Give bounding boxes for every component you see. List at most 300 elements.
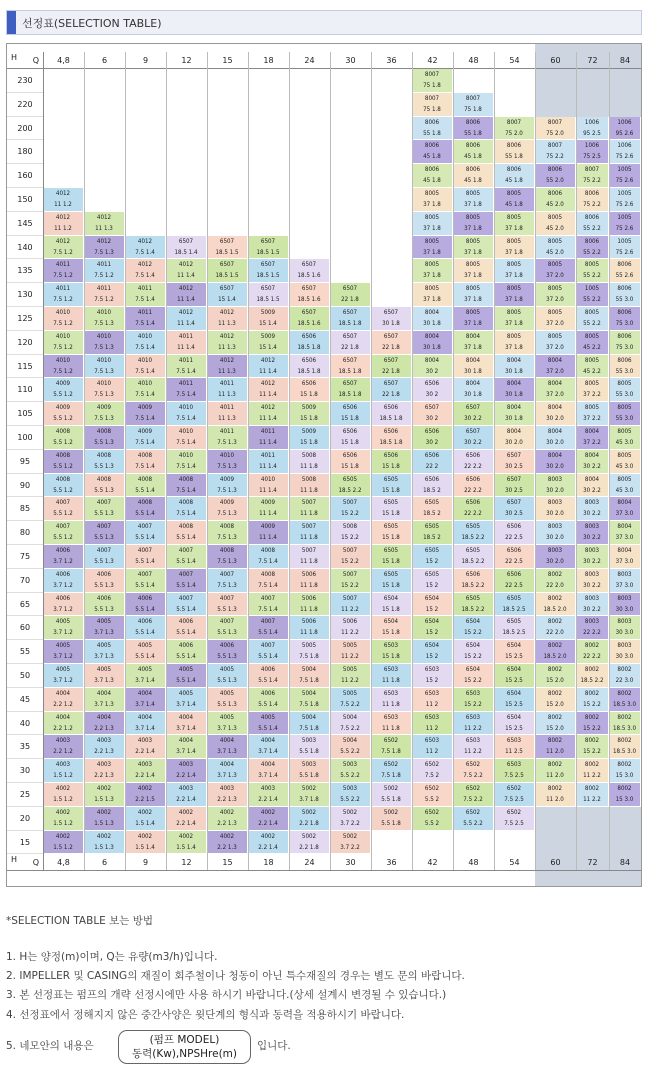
h-value: 110 (17, 385, 33, 395)
pump-cell: 6506 15 1.8 (371, 450, 412, 474)
pump-cell: 4003 2.2 1.2 (43, 735, 84, 759)
pump-cell: 4009 11 1.4 (248, 497, 289, 521)
pump-cell: 5007 11 1.8 (289, 545, 330, 569)
pump-cell: 6504 15 2.5 (494, 664, 535, 688)
pump-cell: 6506 30 2 (412, 378, 453, 402)
q-header-bottom-q: 36 (386, 858, 397, 868)
col-rule (609, 52, 610, 871)
h-value: 105 (17, 409, 33, 419)
pump-cell: 4011 7.5 1.2 (84, 259, 125, 283)
pump-cell: 4002 1.5 1.3 (84, 807, 125, 831)
pump-cell: 4010 7.5 1.3 (207, 450, 248, 474)
pump-cell: 4011 7.5 1.4 (125, 307, 166, 331)
col-rule (494, 52, 495, 871)
pump-cell: 6502 7.5 2.5 (494, 783, 535, 807)
h-value: 200 (17, 123, 33, 133)
pump-cell: 4006 5.5 1.3 (84, 569, 125, 593)
pump-cell: 6507 18.5 1.5 (248, 259, 289, 283)
h-value: 90 (19, 480, 31, 490)
pump-cell: 4005 3.7 1.4 (166, 688, 207, 712)
pump-cell: 8003 30 2.0 (535, 521, 576, 545)
pump-cell: 8006 45 1.8 (453, 140, 494, 164)
pump-cell: 6506 18.5 1.8 (289, 355, 330, 379)
pump-cell: 4004 3.7 1.4 (248, 735, 289, 759)
pump-cell: 4004 3.7 1.4 (166, 712, 207, 736)
pump-cell: 8007 75 2.0 (494, 117, 535, 141)
pump-cell: 8002 11 2.2 (576, 783, 609, 807)
pump-cell: 5007 11 2.2 (330, 593, 371, 617)
pump-cell: 6506 18.5 1.8 (289, 331, 330, 355)
pump-cell: 4011 7.5 1.2 (43, 283, 84, 307)
pump-cell: 8006 55 1.8 (412, 117, 453, 141)
pump-cell: 4007 7.5 1.3 (207, 569, 248, 593)
pump-cell: 4011 7.5 1.3 (207, 426, 248, 450)
pump-cell: 4011 11 1.4 (248, 450, 289, 474)
pump-cell: 6506 15 1.8 (330, 450, 371, 474)
pump-cell: 8003 30 2.0 (535, 497, 576, 521)
pump-cell: 4006 5.5 1.3 (207, 640, 248, 664)
pump-cell: 8005 37 2.2 (576, 402, 609, 426)
pump-cell: 4012 7.5 1.4 (125, 236, 166, 260)
pump-cell: 5006 11 1.8 (289, 569, 330, 593)
pump-cell: 4012 11 1.2 (43, 212, 84, 236)
pump-cell: 4006 5.5 1.4 (248, 688, 289, 712)
pump-cell: 8003 30 2.2 (576, 521, 609, 545)
pump-cell: 8005 37 1.8 (453, 236, 494, 260)
pump-cell: 8003 30 2.2 (576, 497, 609, 521)
q-header-bottom-q: 6 (101, 858, 108, 868)
pump-cell: 6505 18.5 2.2 (453, 545, 494, 569)
pump-cell: 4003 2.2 1.3 (84, 735, 125, 759)
pump-cell: 5004 7.5 1.8 (289, 712, 330, 736)
q-header-top-q: 4,8 (57, 56, 70, 65)
pump-cell: 8002 18.5 3.0 (609, 688, 641, 712)
pump-cell: 8003 30 3.0 (609, 640, 641, 664)
note-item: 3. 본 선정표는 펌프의 개략 선정시에만 사용 하시기 바랍니다.(상세 설계시 변경될 수 있습니다.) (6, 989, 447, 1001)
pump-cell: 8002 11 2.0 (535, 735, 576, 759)
pump-cell: 4011 7.5 1.2 (43, 259, 84, 283)
pump-cell: 6507 18.5 1.4 (166, 236, 207, 260)
pump-cell: 4002 2.2 1.4 (166, 807, 207, 831)
pump-cell: 4008 5.5 1.2 (43, 450, 84, 474)
pump-cell: 8005 37 1.8 (453, 307, 494, 331)
pump-cell: 8006 45 1.8 (494, 164, 535, 188)
col-rule (289, 52, 290, 871)
pump-cell: 5006 11 1.8 (289, 616, 330, 640)
pump-cell: 6507 30 1.8 (371, 307, 412, 331)
pump-cell: 6507 18.5 1.5 (248, 283, 289, 307)
pump-cell: 4002 1.5 1.3 (84, 831, 125, 855)
pump-cell: 4002 2.2 1.3 (207, 831, 248, 855)
pump-cell: 8002 15 2.0 (535, 712, 576, 736)
q-header-bottom-q: 18 (263, 858, 274, 868)
pump-cell: 6504 15 2.2 (453, 640, 494, 664)
pump-cell: 4008 7.5 1.3 (207, 521, 248, 545)
pump-cell: 8005 45 1.8 (494, 188, 535, 212)
pump-cell: 8004 30 2 (412, 355, 453, 379)
pump-cell: 8002 15 2.2 (576, 735, 609, 759)
q-header-bottom-q: 24 (304, 858, 315, 868)
pump-cell: 5005 11 2.2 (330, 640, 371, 664)
pump-cell: 8003 30 3.0 (609, 616, 641, 640)
pump-cell: 8005 55 2.2 (576, 259, 609, 283)
pump-cell: 4012 11 1.4 (248, 378, 289, 402)
q-header-bottom-q: 12 (181, 858, 192, 868)
pump-cell: 6502 7.5 2.2 (453, 759, 494, 783)
pump-cell: 6503 11 2 (412, 688, 453, 712)
col-rule (371, 52, 372, 871)
col-rule (207, 52, 208, 871)
pump-cell: 6504 15 2.5 (494, 688, 535, 712)
pump-cell: 4004 3.7 1.4 (248, 759, 289, 783)
pump-cell: 6503 7.5 2.5 (494, 759, 535, 783)
pump-cell: 4002 1.5 1.4 (166, 831, 207, 855)
note-item: 4. 선정표에서 정해지지 않은 중간사양은 윗단계의 형식과 동력을 적용하시기 바랍니다. (6, 1009, 405, 1021)
pump-cell: 4005 3.7 1.2 (43, 616, 84, 640)
pump-cell: 8005 37 1.8 (453, 283, 494, 307)
h-value: 80 (19, 528, 31, 538)
pump-cell: 8005 37 1.8 (494, 259, 535, 283)
pump-cell: 4006 3.7 1.2 (43, 545, 84, 569)
pump-cell: 8005 45 3.0 (609, 474, 641, 498)
pump-cell: 6507 30 2.2 (453, 402, 494, 426)
pump-cell: 1006 75 2.5 (576, 140, 609, 164)
h-value: 35 (19, 742, 31, 752)
pump-cell: 4005 3.7 1.2 (43, 640, 84, 664)
pump-cell: 4004 3.7 1.3 (207, 735, 248, 759)
pump-cell: 4010 7.5 1.3 (84, 378, 125, 402)
h-value: 140 (17, 242, 33, 252)
pump-cell: 4011 7.5 1.4 (166, 355, 207, 379)
pump-cell: 8007 75 2.2 (576, 164, 609, 188)
pump-cell: 6502 7.5 1.8 (371, 735, 412, 759)
pump-cell: 4010 7.5 1.2 (43, 307, 84, 331)
pump-cell: 4010 7.5 1.4 (125, 331, 166, 355)
pump-cell: 8004 30 2.2 (576, 450, 609, 474)
pump-cell: 6506 18.5 2.2 (453, 569, 494, 593)
pump-cell: 8005 37 2.0 (535, 307, 576, 331)
pump-cell: 4009 7.5 1.3 (84, 402, 125, 426)
h-value: 180 (17, 147, 33, 157)
pump-cell: 4009 7.5 1.4 (125, 402, 166, 426)
pump-cell: 1005 75 2.6 (609, 164, 641, 188)
pump-cell: 6506 22 2 (412, 450, 453, 474)
pump-cell: 8005 37 1.8 (453, 212, 494, 236)
pump-cell: 4011 11 1.4 (248, 426, 289, 450)
pump-cell: 6506 22 2.2 (453, 450, 494, 474)
pump-cell: 6507 30 2 (412, 402, 453, 426)
pump-cell: 5003 5.5 1.8 (289, 759, 330, 783)
pump-cell: 4002 1.5 1.2 (43, 783, 84, 807)
pump-cell: 4007 5.5 1.2 (43, 497, 84, 521)
h-value: 40 (19, 718, 31, 728)
pump-cell: 8006 55 2.2 (576, 212, 609, 236)
h-value: 85 (19, 504, 31, 514)
q-header-top-q: 30 (345, 56, 356, 65)
pump-cell: 4011 11 1.3 (207, 402, 248, 426)
pump-cell: 4002 1.5 1.4 (125, 807, 166, 831)
h-value: 220 (17, 99, 33, 109)
pump-cell: 4008 5.5 1.3 (84, 450, 125, 474)
h-value: 130 (17, 290, 33, 300)
pump-cell: 4004 3.7 1.4 (166, 735, 207, 759)
pump-cell: 8006 75 3.0 (609, 331, 641, 355)
pump-cell: 4002 2.2 1.3 (207, 807, 248, 831)
pump-cell: 4011 7.5 1.2 (84, 283, 125, 307)
pump-cell: 8006 75 2.2 (576, 188, 609, 212)
pump-cell: 4012 11 1.3 (207, 355, 248, 379)
pump-cell: 6507 22 1.8 (330, 283, 371, 307)
pump-cell: 8002 11 2.0 (535, 783, 576, 807)
pump-cell: 4003 2.2 1.3 (207, 783, 248, 807)
pump-cell: 8004 30 1.8 (453, 355, 494, 379)
h-value: 95 (19, 456, 31, 466)
pump-cell: 5007 15 2.2 (330, 569, 371, 593)
pump-cell: 4007 5.5 1.4 (166, 569, 207, 593)
pump-cell: 8003 30 2.2 (576, 593, 609, 617)
pump-cell: 8002 22 2.0 (535, 569, 576, 593)
pump-cell: 6505 18.5 2.2 (453, 521, 494, 545)
pump-cell: 6507 22 1.8 (330, 331, 371, 355)
pump-cell: 6502 7.5 1.8 (371, 759, 412, 783)
pump-cell: 4010 7.5 1.3 (84, 307, 125, 331)
pump-cell: 4009 5.5 1.2 (43, 378, 84, 402)
pump-cell: 6504 15 2.5 (494, 712, 535, 736)
pump-cell: 6505 18.5 2.5 (494, 616, 535, 640)
pump-cell: 6503 11 2.5 (494, 735, 535, 759)
q-header-top-rule (7, 68, 642, 69)
pump-cell: 8006 55 1.8 (453, 117, 494, 141)
pump-cell: 8002 18.5 3.0 (609, 735, 641, 759)
col-rule (84, 52, 85, 871)
q-header-top-q: 6 (101, 56, 108, 65)
pump-cell: 6504 15 1.8 (371, 593, 412, 617)
pump-cell: 8004 30 1.8 (494, 355, 535, 379)
pump-cell: 6507 22 1.8 (371, 355, 412, 379)
pump-cell: 6503 11 2 (412, 712, 453, 736)
header-accent-bar (7, 11, 16, 34)
pump-cell: 4010 7.5 1.4 (166, 426, 207, 450)
pump-cell: 8002 15 2.2 (576, 712, 609, 736)
pump-cell: 4005 5.5 1.4 (125, 640, 166, 664)
pump-cell: 6503 11 2.2 (453, 712, 494, 736)
pump-cell: 4003 2.2 1.4 (166, 759, 207, 783)
pump-cell: 8007 75 2.2 (535, 140, 576, 164)
pump-cell: 8003 30 2.0 (535, 545, 576, 569)
pump-cell: 6504 15 2 (412, 593, 453, 617)
pump-cell: 6507 30 2.5 (494, 450, 535, 474)
h-value: 120 (17, 337, 33, 347)
pump-cell: 6507 30 2.2 (453, 426, 494, 450)
pump-cell: 4003 2.2 1.4 (125, 735, 166, 759)
q-header-top-q: 54 (509, 56, 520, 65)
pump-cell: 4010 7.5 1.4 (166, 450, 207, 474)
pump-cell: 8006 55 3.0 (609, 355, 641, 379)
pump-cell: 8002 11 2.2 (576, 759, 609, 783)
pump-cell: 4006 5.5 1.4 (166, 640, 207, 664)
pump-cell: 4010 7.5 1.4 (125, 378, 166, 402)
pump-cell: 6503 15 1.8 (371, 640, 412, 664)
pump-cell: 4009 5.5 1.2 (43, 402, 84, 426)
pump-cell: 6507 18.5 1.5 (207, 236, 248, 260)
pump-cell: 4012 11 1.4 (248, 402, 289, 426)
pump-cell: 6507 18.5 1.6 (289, 259, 330, 283)
legend-box (118, 1030, 251, 1064)
pump-cell: 4004 3.7 1.4 (125, 712, 166, 736)
pump-cell: 8002 15 2.0 (535, 688, 576, 712)
pump-cell: 8005 45 3.0 (609, 450, 641, 474)
pump-cell: 4010 7.5 1.2 (43, 331, 84, 355)
pump-cell: 8007 75 1.8 (412, 93, 453, 117)
pump-cell: 5004 7.5 1.8 (289, 664, 330, 688)
pump-cell: 8004 37 2.0 (535, 378, 576, 402)
pump-cell: 8002 22 2.0 (535, 616, 576, 640)
pump-cell: 8005 37 1.8 (412, 259, 453, 283)
pump-cell: 4002 2.2 1.5 (125, 783, 166, 807)
pump-cell: 6506 18.5 1.8 (371, 426, 412, 450)
pump-cell: 6506 15 1.8 (330, 426, 371, 450)
q-header-top-q: 42 (427, 56, 438, 65)
pump-cell: 6507 18.5 1.8 (330, 378, 371, 402)
pump-cell: 6505 18.5 2 (412, 497, 453, 521)
pump-cell: 4010 7.5 1.3 (84, 331, 125, 355)
pump-cell: 4012 11 1.4 (166, 283, 207, 307)
pump-cell: 6502 7.5 2.5 (494, 807, 535, 831)
pump-cell: 8002 18.5 2.0 (535, 593, 576, 617)
pump-cell: 5008 11 1.8 (289, 450, 330, 474)
pump-cell: 8006 55 3.0 (609, 283, 641, 307)
q-header-bottom-q: 4,8 (57, 858, 70, 868)
pump-cell: 4005 5.5 1.3 (207, 688, 248, 712)
pump-cell: 8004 30 2.0 (494, 426, 535, 450)
h-value: 115 (17, 361, 33, 371)
section-header (6, 10, 642, 35)
pump-cell: 5002 2.2 1.8 (289, 831, 330, 855)
pump-cell: 4007 5.5 1.4 (125, 569, 166, 593)
pump-cell: 6507 18.5 1.8 (330, 307, 371, 331)
pump-cell: 4003 2.2 1.4 (166, 783, 207, 807)
pump-cell: 8004 30 1.8 (412, 331, 453, 355)
legend-power: 동력(Kw),NPSHre(m) (131, 1048, 237, 1060)
pump-cell: 5009 15 1.8 (289, 402, 330, 426)
pump-cell: 4003 2.2 1.4 (248, 783, 289, 807)
pump-cell: 6502 5.5 2 (412, 783, 453, 807)
pump-cell: 6502 7.5 2.2 (453, 783, 494, 807)
pump-cell: 4004 3.7 1.3 (84, 688, 125, 712)
pump-cell: 4011 7.5 1.4 (166, 378, 207, 402)
pump-cell: 8004 37 3.0 (609, 497, 641, 521)
q-header-top-q: 15 (222, 56, 233, 65)
pump-cell: 8004 30 1.8 (494, 402, 535, 426)
q-header-bottom-q: 42 (427, 858, 438, 868)
pump-cell: 6503 11 1.8 (371, 664, 412, 688)
h-col-rule (43, 52, 44, 871)
pump-cell: 4007 5.5 1.4 (248, 616, 289, 640)
pump-cell: 6505 15 2 (412, 569, 453, 593)
q-header-top-q: 60 (550, 56, 561, 65)
pump-cell: 4012 11 1.3 (207, 331, 248, 355)
pump-cell: 8005 45 2.0 (535, 236, 576, 260)
pump-cell: 8002 18.5 2.0 (535, 640, 576, 664)
pump-cell: 6505 18.5 2.2 (330, 474, 371, 498)
pump-cell: 8006 45 1.8 (412, 164, 453, 188)
h-value: 150 (17, 195, 33, 204)
pump-cell: 5007 15 2.2 (330, 545, 371, 569)
h-value: 100 (17, 433, 33, 442)
pump-cell: 6506 18.5 1.8 (371, 402, 412, 426)
pump-cell: 4005 3.7 1.3 (207, 712, 248, 736)
pump-cell: 8004 30 1.8 (412, 307, 453, 331)
pump-cell: 6505 15 1.8 (371, 474, 412, 498)
pump-cell: 4012 7.5 1.2 (43, 236, 84, 260)
pump-cell: 4012 11 1.4 (166, 259, 207, 283)
pump-cell: 1005 75 2.6 (609, 236, 641, 260)
pump-cell: 4011 11 1.3 (207, 378, 248, 402)
pump-cell: 4006 5.5 1.4 (125, 593, 166, 617)
q-header-bottom-q: 48 (468, 858, 479, 868)
pump-cell: 5002 3.7 2.2 (330, 807, 371, 831)
pump-cell: 8002 18.5 2.2 (576, 664, 609, 688)
pump-cell: 5003 5.5 1.8 (289, 735, 330, 759)
pump-cell: 6503 11 1.8 (371, 688, 412, 712)
q-header-bottom-q: 9 (142, 858, 149, 868)
pump-cell: 4007 7.5 1.4 (248, 593, 289, 617)
h-value: 15 (19, 837, 31, 847)
pump-cell: 8002 15 2.0 (535, 664, 576, 688)
pump-cell: 4008 5.5 1.3 (84, 474, 125, 498)
pump-cell: 4008 5.5 1.4 (125, 474, 166, 498)
pump-cell: 8005 37 1.8 (494, 283, 535, 307)
pump-cell: 1006 95 2.5 (576, 117, 609, 141)
pump-cell: 6504 15 2.5 (494, 640, 535, 664)
legend-model: (펌프 MODEL) (149, 1034, 220, 1046)
pump-cell: 8002 15 3.0 (609, 759, 641, 783)
pump-cell: 4005 5.5 1.3 (207, 664, 248, 688)
pump-cell: 4007 5.5 1.4 (125, 521, 166, 545)
pump-cell: 4007 5.5 1.3 (84, 521, 125, 545)
pump-cell: 6506 22 2.2 (453, 497, 494, 521)
pump-cell: 5009 15 1.4 (248, 331, 289, 355)
pump-cell: 6507 30 2.5 (494, 474, 535, 498)
h-value: 55 (19, 647, 31, 657)
pump-cell: 8003 30 2.0 (535, 474, 576, 498)
notes-heading: *SELECTION TABLE 보는 방법 (6, 915, 154, 927)
col-rule (453, 52, 454, 871)
pump-cell: 8004 37 3.0 (609, 545, 641, 569)
pump-cell: 8004 30 1.8 (453, 378, 494, 402)
pump-cell: 4008 7.5 1.4 (166, 474, 207, 498)
pump-cell: 4002 2.2 1.4 (248, 831, 289, 855)
pump-cell: 4010 7.5 1.3 (84, 355, 125, 379)
pump-cell: 8006 45 1.8 (453, 164, 494, 188)
pump-cell: 5005 7.5 2.2 (330, 688, 371, 712)
pump-cell: 8003 37 3.0 (609, 569, 641, 593)
col-rule (535, 52, 536, 871)
h-value: 75 (19, 552, 31, 561)
pump-cell: 4005 3.7 1.3 (84, 664, 125, 688)
pump-cell: 6506 18.5 2 (412, 474, 453, 498)
pump-cell: 8005 55 3.0 (609, 378, 641, 402)
pump-cell: 8002 15 3.0 (609, 783, 641, 807)
pump-cell: 8002 11 2.0 (535, 759, 576, 783)
pump-cell: 4005 3.7 1.2 (43, 664, 84, 688)
pump-cell: 5009 15 1.8 (289, 426, 330, 450)
pump-cell: 6505 15 1.8 (371, 569, 412, 593)
pump-cell: 4008 5.5 1.4 (166, 521, 207, 545)
q-header-bottom-q: 72 (587, 858, 598, 868)
pump-cell: 6506 15 1.8 (330, 402, 371, 426)
pump-cell: 6503 11 1.8 (371, 712, 412, 736)
